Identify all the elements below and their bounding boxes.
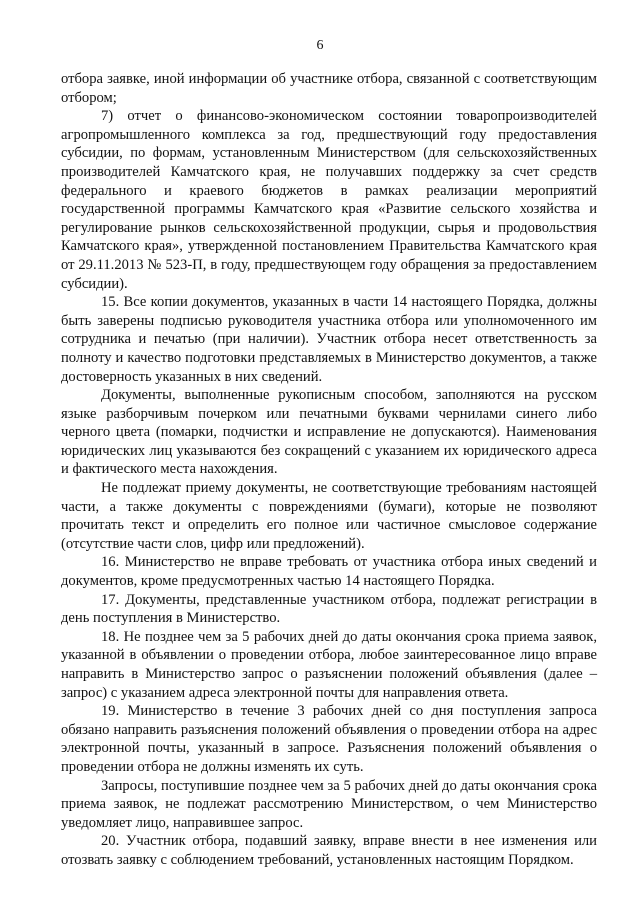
paragraph-late-requests: Запросы, поступившие позднее чем за 5 рабочих дней до даты окончания срока приема заявок, не подлежат рассмотрению Министерством, о чем Министерство уведомляет лицо, направившее запрос.: [61, 777, 597, 831]
paragraph-section-18: 18. Не позднее чем за 5 рабочих дней до даты окончания срока приема заявок, указанной в объявлении о проведении отбора, любое заинтересованное лицо вправе направить в Министерство запрос о разъяснении положений объявления (далее – запрос) с указанием адреса электронной почты для направления ответа.: [61, 628, 597, 701]
paragraph-not-accepted-documents: Не подлежат приему документы, не соответствующие требованиям настоящей части, а также документы с повреждениями (бумаги), которые не позволяют прочитать текст и определить его полное или частичное смысловое содержание (отсутствие части слов, цифр или предложений).: [61, 480, 597, 552]
paragraph-item-7: 7) отчет о финансово-экономическом состоянии товаропроизводителей агропромышленного комплекса за год, предшествующий году предоставления субсидии, по формам, установленным Министерством (для сельскохозяйственных производителей Камчатского края, не получавших поддержку за счет средств федерального и краевого бюджетов в рамках реализации мероприятий государственной программы Камчатского края «Развитие сельского хозяйства и регулирование рынков сельскохозяйственной продукции, сырья и продовольствия Камчатского края», утвержденной постановлением Правительства Камчатского края от 29.11.2013 № 523-П, в году, предшествующем году обращения за предоставлением субсидии).: [61, 108, 597, 292]
paragraph-section-15: 15. Все копии документов, указанных в части 14 настоящего Порядка, должны быть заверены подписью руководителя участника отбора или уполномоченного им сотрудника и печатью (при наличии). Участник отбора несет ответственность за полноту и качество подготовки представляемых в Министерство документов, а также достоверность указанных в них сведений.: [61, 294, 597, 385]
paragraph-continuation: отбора заявке, иной информации об участнике отбора, связанной с соответствующим отбором;: [61, 71, 597, 106]
paragraph-handwritten-documents: Документы, выполненные рукописным способом, заполняются на русском языке разборчивым почерком или печатными буквами чернилами синего либо черного цвета (помарки, подчистки и исправление не допускаются). Наименования юридических лиц указываются без сокращений с указанием их юридического адреса и фактического места нахождения.: [61, 387, 597, 478]
document-body: [61, 70, 597, 870]
paragraph-section-16: 16. Министерство не вправе требовать от участника отбора иных сведений и документов, кроме предусмотренных частью 14 настоящего Порядка.: [61, 554, 597, 590]
paragraph-section-17: 17. Документы, представленные участником отбора, подлежат регистрации в день поступления в Министерство.: [61, 591, 597, 627]
paragraph-section-20: 20. Участник отбора, подавший заявку, вправе внести в нее изменения или отозвать заявку с соблюдением требований, установленных настоящим Порядком.: [61, 833, 597, 868]
page-number: 6: [316, 38, 324, 53]
paragraph-section-19: 19. Министерство в течение 3 рабочих дней со дня поступления запроса обязано направить разъяснения положений объявления о проведении отбора на адрес электронной почты, указанный в запросе. Разъяснения положений объявления о проведении отбора не должны изменять их суть.: [61, 703, 597, 775]
